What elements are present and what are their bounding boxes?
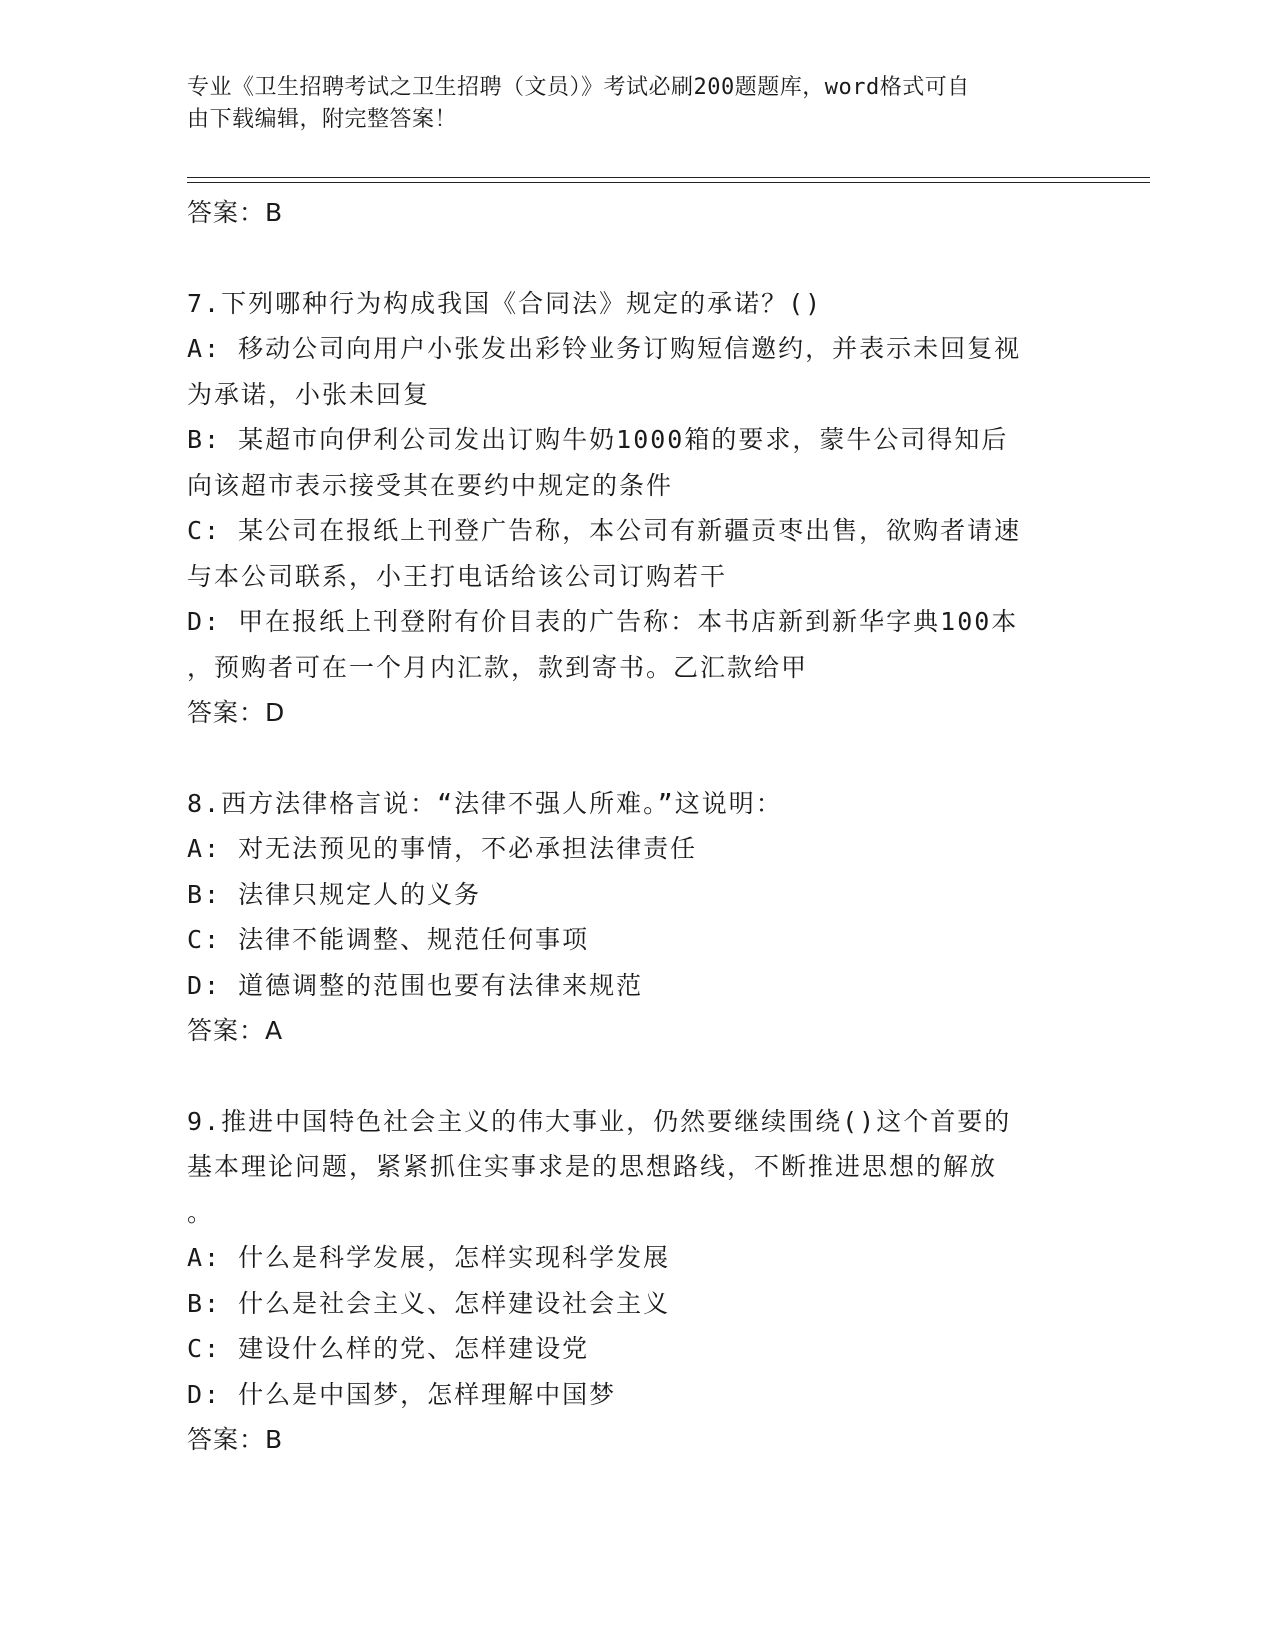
- option-a: A: 对无法预见的事情，不必承担法律责任: [187, 834, 698, 863]
- question-list: [187, 190, 1087, 1463]
- option-a-line-1: A: 移动公司向用户小张发出彩铃业务订购短信邀约，并表示未回复视: [187, 334, 1022, 363]
- question-text-line-3: 。: [187, 1197, 215, 1227]
- header-divider-top: [187, 177, 1150, 178]
- option-c: C: 法律不能调整、规范任何事项: [187, 925, 590, 954]
- question-text: 8.西方法律格言说：“法律不强人所难。”这说明：: [187, 788, 783, 818]
- option-b-line-1: B: 某超市向伊利公司发出订购牛奶1000箱的要求，蒙牛公司得知后: [187, 425, 1009, 454]
- option-c: C: 建设什么样的党、怎样建设党: [187, 1334, 590, 1363]
- header-line-2: 由下载编辑，附完整答案！: [187, 107, 458, 132]
- header-divider-bottom: [187, 182, 1150, 183]
- option-a-line-2: 为承诺，小张未回复: [187, 379, 431, 409]
- question-block-8: [187, 781, 1087, 1054]
- question-block-7: [187, 281, 1087, 736]
- previous-answer: 答案：B: [187, 198, 284, 227]
- option-d-line-1: D: 甲在报纸上刊登附有价目表的广告称：本书店新到新华字典100本: [187, 607, 1019, 636]
- option-b-line-2: 向该超市表示接受其在要约中规定的条件: [187, 470, 674, 500]
- option-c-line-2: 与本公司联系，小王打电话给该公司订购若干: [187, 561, 728, 591]
- header-line-1: 专业《卫生招聘考试之卫生招聘（文员）》考试必刷200题题库，word格式可自: [187, 75, 970, 100]
- question-text-line-2: 基本理论问题，紧紧抓住实事求是的思想路线，不断推进思想的解放: [187, 1152, 998, 1181]
- option-b: B: 法律只规定人的义务: [187, 879, 482, 909]
- option-b: B: 什么是社会主义、怎样建设社会主义: [187, 1288, 671, 1318]
- option-c-line-1: C: 某公司在报纸上刊登广告称，本公司有新疆贡枣出售，欲购者请速: [187, 516, 1022, 545]
- option-d: D: 什么是中国梦，怎样理解中国梦: [187, 1379, 617, 1409]
- question-block-9: [187, 1099, 1087, 1463]
- option-a: A: 什么是科学发展，怎样实现科学发展: [187, 1243, 671, 1272]
- answer-text: 答案：D: [187, 698, 286, 727]
- option-d: D: 道德调整的范围也要有法律来规范: [187, 970, 644, 1000]
- question-text: 7.下列哪种行为构成我国《合同法》规定的承诺？(): [187, 288, 823, 318]
- answer-text: 答案：A: [187, 1016, 284, 1045]
- question-text-line-1: 9.推进中国特色社会主义的伟大事业，仍然要继续围绕()这个首要的: [187, 1106, 1012, 1136]
- option-d-line-2: ，预购者可在一个月内汇款，款到寄书。乙汇款给甲: [187, 652, 809, 682]
- answer-text: 答案：B: [187, 1425, 284, 1454]
- page-header: [187, 72, 1067, 136]
